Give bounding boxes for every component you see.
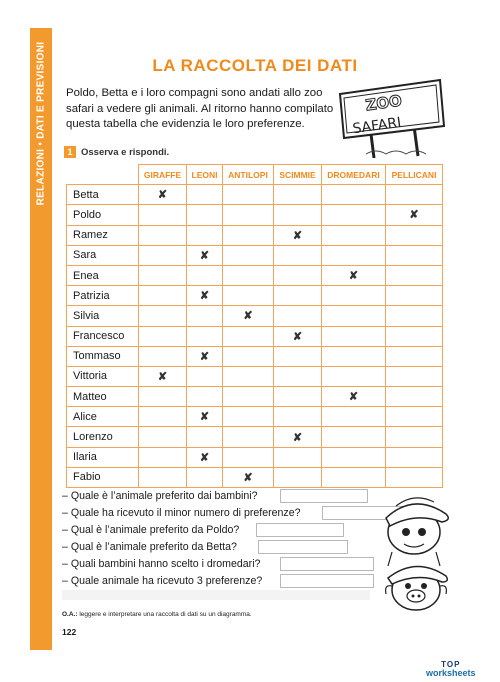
table-row [67,387,443,407]
children-cartoon-illustration [374,496,460,618]
page-title: LA RACCOLTA DEI DATI [152,56,358,75]
student-name: Betta [67,185,139,205]
preference-cell[interactable] [187,427,223,447]
question-row [62,575,262,587]
table-row [67,407,443,427]
preference-cell[interactable] [187,225,223,245]
student-name: Silvia [67,306,139,326]
preference-cell[interactable] [187,387,223,407]
answer-field[interactable] [280,557,374,571]
preference-cell[interactable] [223,225,274,245]
preference-cell[interactable]: ✘ [187,447,223,467]
preference-cell[interactable] [386,225,443,245]
preference-cell[interactable]: ✘ [223,467,274,487]
preference-cell[interactable] [223,346,274,366]
preference-cell[interactable] [223,427,274,447]
answer-field[interactable] [280,489,368,503]
preference-cell[interactable] [274,366,322,386]
preference-cell[interactable]: ✘ [139,366,187,386]
student-name: Poldo [67,205,139,225]
preference-cell[interactable] [187,326,223,346]
table-row [67,286,443,306]
preference-cell[interactable] [386,346,443,366]
preference-cell[interactable]: ✘ [223,306,274,326]
preference-cell[interactable] [223,407,274,427]
preference-cell[interactable] [322,427,386,447]
preference-cell[interactable] [223,366,274,386]
preference-cell[interactable] [139,346,187,366]
preference-cell[interactable] [274,387,322,407]
oa-text: leggere e interpretare una raccolta di dati su un diagramma. [77,611,252,618]
preference-cell[interactable] [223,265,274,285]
student-name: Tommaso [67,346,139,366]
preference-cell[interactable] [139,245,187,265]
preference-cell[interactable] [386,427,443,447]
brand-logo [426,660,476,678]
preference-cell[interactable] [274,245,322,265]
preference-cell[interactable] [274,286,322,306]
question-row [62,558,260,570]
student-name: Vittoria [67,366,139,386]
table-row [67,346,443,366]
blank-answer-line [62,590,370,600]
preference-cell[interactable] [322,326,386,346]
preference-cell[interactable]: ✘ [187,407,223,427]
table-row [67,306,443,326]
exercise-number: 1 [64,146,76,158]
preference-cell[interactable] [386,467,443,487]
column-header: LEONI [187,165,223,185]
preference-cell[interactable] [386,245,443,265]
student-name: Patrizia [67,286,139,306]
preference-cell[interactable]: ✘ [187,245,223,265]
preference-cell[interactable] [322,366,386,386]
preference-cell[interactable] [274,407,322,427]
table-row [67,205,443,225]
question-row [62,490,258,502]
preference-cell[interactable] [322,245,386,265]
preference-cell[interactable] [223,205,274,225]
preference-cell[interactable] [223,387,274,407]
column-header: ANTILOPI [223,165,274,185]
question-text: – Quali bambini hanno scelto i dromedari? [62,558,261,570]
answer-field[interactable] [256,523,344,537]
preference-cell[interactable] [386,306,443,326]
preference-cell[interactable] [386,286,443,306]
sign-line1: ZOO [364,91,403,115]
table-row [67,427,443,447]
sidebar-label-wrap [30,28,52,218]
preference-cell[interactable] [139,387,187,407]
learning-objective [62,611,252,618]
preference-cell[interactable] [386,387,443,407]
question-row [62,541,237,553]
preference-cell[interactable] [187,265,223,285]
question-text: – Quale ha ricevuto il minor numero di preferenze? [62,507,301,519]
preference-cell[interactable] [139,225,187,245]
brand-top: TOP [441,660,461,669]
preference-cell[interactable] [322,286,386,306]
student-name: Fabio [67,467,139,487]
column-header: GIRAFFE [139,165,187,185]
question-row [62,524,239,536]
intro-text: Poldo, Betta e i loro compagni sono andati allo zoo safari a vedere gli animali. Al ritorno hanno compilato questa tabella che evidenzia le loro preferenze. [66,87,334,130]
preference-cell[interactable]: ✘ [274,225,322,245]
table-header-row [67,165,443,185]
preference-cell[interactable]: ✘ [322,387,386,407]
student-name: Alice [67,407,139,427]
question-text: – Qual è l’animale preferito da Poldo? [62,524,240,536]
exercise-instruction [64,146,169,158]
question-text: – Qual è l’animale preferito da Betta? [62,541,237,553]
preference-cell[interactable] [223,245,274,265]
column-header: DROMEDARI [322,165,386,185]
table-corner [67,165,139,185]
preference-cell[interactable] [274,265,322,285]
preference-cell[interactable] [322,467,386,487]
question-text: – Quale animale ha ricevuto 3 preferenze? [62,575,263,587]
table-row [67,447,443,467]
student-name: Lorenzo [67,427,139,447]
preference-cell[interactable] [274,447,322,467]
question-row [62,507,300,519]
column-header: PELLICANI [386,165,443,185]
preference-cell[interactable]: ✘ [187,286,223,306]
sign-line2: SAFARI [351,114,403,138]
preference-cell[interactable]: ✘ [386,205,443,225]
preference-cell[interactable] [223,185,274,205]
preference-cell[interactable] [139,447,187,467]
preference-cell[interactable] [386,185,443,205]
question-text: – Quale è l’animale preferito dai bambini? [62,490,258,502]
preference-cell[interactable] [187,366,223,386]
table-row [67,265,443,285]
preference-cell[interactable] [187,306,223,326]
column-header: SCIMMIE [274,165,322,185]
preference-cell[interactable] [322,225,386,245]
student-name: Enea [67,265,139,285]
table-row [67,326,443,346]
table-row [67,185,443,205]
student-name: Sara [67,245,139,265]
table-row [67,225,443,245]
preference-cell[interactable] [139,286,187,306]
preference-cell[interactable] [187,467,223,487]
preference-cell[interactable] [274,205,322,225]
preference-cell[interactable] [223,447,274,467]
preference-cell[interactable] [187,205,223,225]
preference-cell[interactable]: ✘ [187,346,223,366]
preference-cell[interactable] [223,286,274,306]
preference-cell[interactable] [322,407,386,427]
preference-cell[interactable] [322,447,386,467]
answer-field[interactable] [258,540,348,554]
oa-label: O.A.: [62,611,78,618]
table-row [67,467,443,487]
preference-cell[interactable] [139,306,187,326]
preferences-table [66,164,443,488]
exercise-instruction-text: Osserva e rispondi. [81,146,170,158]
preference-cell[interactable] [322,306,386,326]
preference-cell[interactable]: ✘ [274,326,322,346]
brand-name: worksheets [426,668,476,678]
table-row [67,366,443,386]
sidebar-label: RELAZIONI • DATI E PREVISIONI [35,41,47,205]
preference-cell[interactable] [187,185,223,205]
preference-cell[interactable] [322,185,386,205]
preference-cell[interactable] [386,447,443,467]
preference-cell[interactable] [386,265,443,285]
preference-cell[interactable] [274,346,322,366]
preference-cell[interactable]: ✘ [274,427,322,447]
preference-cell[interactable] [322,205,386,225]
preference-cell[interactable] [223,326,274,346]
table-row [67,245,443,265]
student-name: Ilaria [67,447,139,467]
preference-cell[interactable] [139,427,187,447]
preference-cell[interactable] [386,407,443,427]
preference-cell[interactable] [139,265,187,285]
preference-cell[interactable]: ✘ [139,185,187,205]
preference-cell[interactable] [386,366,443,386]
preference-cell[interactable] [139,467,187,487]
student-name: Francesco [67,326,139,346]
page-number: 122 [62,627,77,637]
preference-cell[interactable] [139,326,187,346]
student-name: Ramez [67,225,139,245]
preference-cell[interactable] [386,326,443,346]
preference-cell[interactable] [139,407,187,427]
answer-field[interactable] [280,574,374,588]
preference-cell[interactable] [274,467,322,487]
student-name: Matteo [67,387,139,407]
preference-cell[interactable] [322,346,386,366]
preference-cell[interactable] [274,306,322,326]
zoo-safari-sign-illustration [336,76,448,158]
preference-cell[interactable] [139,205,187,225]
preference-cell[interactable] [274,185,322,205]
preference-cell[interactable]: ✘ [322,265,386,285]
